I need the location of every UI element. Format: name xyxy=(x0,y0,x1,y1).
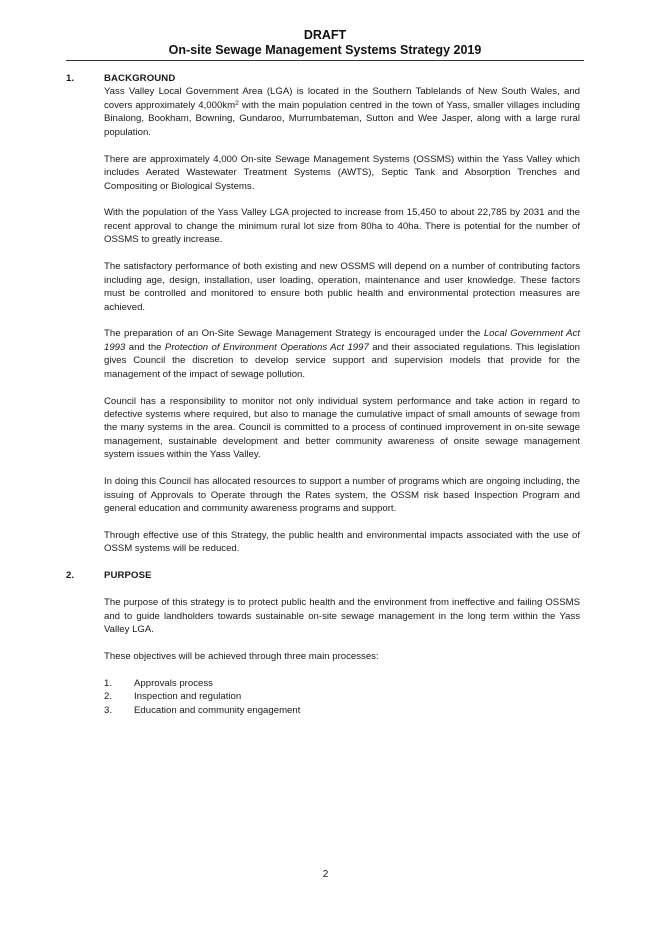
paragraph: The purpose of this strategy is to protect public health and the environment from ineffective and failing OSSMS and to guide landholders towards sustainable on-site sewage management in the long term within the Yass Valley LGA. xyxy=(104,597,580,636)
paragraph: With the population of the Yass Valley LGA projected to increase from 15,450 to about 22,785 by 2031 and the recent approval to change the minimum rural lot size from 80ha to 40ha. There is potential for the number of OSSMS to greatly increase. xyxy=(104,207,580,246)
list-number: 1. xyxy=(104,677,113,689)
list-number: 3. xyxy=(104,704,113,716)
page-number: 2 xyxy=(322,869,329,880)
document-body xyxy=(66,72,580,717)
section-number: 1. xyxy=(66,73,75,84)
paragraph: The satisfactory performance of both existing and new OSSMS will depend on a number of contributing factors including age, design, installation, user loading, operation, maintenance and user knowledge. These factors must be controlled and monitored to ensure both public health and environmental protection measures are achieved. xyxy=(104,261,580,313)
section-title: PURPOSE xyxy=(104,570,152,582)
document-title: On-site Sewage Management Systems Strategy 2019 xyxy=(168,43,482,57)
paragraph: In doing this Council has allocated resources to support a number of programs which are ongoing including, the issuing of Approvals to Operate through the Rates system, the OSSM risk based Inspection Program and general education and community awareness programs and support. xyxy=(104,476,580,515)
section-heading-background xyxy=(66,72,580,85)
paragraph: There are approximately 4,000 On-site Sewage Management Systems (OSSMS) within the Yass Valley which includes Aerated Wastewater Treatment Systems (AWTS), Septic Tank and Absorption Trenches and Compositing or Biological Systems. xyxy=(104,153,580,192)
section-heading-purpose xyxy=(66,569,580,582)
list-text: Inspection and regulation xyxy=(134,691,242,703)
paragraph: Council has a responsibility to monitor not only individual system performance and take action in regard to defective systems where required, but also to manage the cumulative impact of small amounts of sewage from the many systems in the area. Council is committed to a process of continued improvement in on-site sewage management, sustainable development and better community awareness of onsite sewage management system issues within the Yass Valley. xyxy=(104,395,580,461)
section-number: 2. xyxy=(66,570,75,582)
process-list xyxy=(104,677,580,717)
list-item xyxy=(104,704,580,717)
section-title: BACKGROUND xyxy=(104,73,176,84)
page-header xyxy=(66,28,584,58)
list-number: 2. xyxy=(104,691,113,703)
paragraph: Through effective use of this Strategy, the public health and environmental impacts associated with the use of OSSM systems will be reduced. xyxy=(104,529,580,555)
list-item xyxy=(104,677,580,690)
list-text: Education and community engagement xyxy=(134,704,301,716)
list-text: Approvals process xyxy=(134,677,213,689)
header-divider xyxy=(66,60,584,61)
list-item xyxy=(104,690,580,703)
draft-label: DRAFT xyxy=(303,28,347,42)
paragraph: Yass Valley Local Government Area (LGA) is located in the Southern Tablelands of New South Wales, and covers approximately $4,000km^2$ with the main population centred in the town of Yass, smaller villages including Binalong, Bookham, Bowning, Gundaroo, Murrumbateman, Sutton and Wee Jasper, along with a large rural population. xyxy=(104,86,581,138)
paragraph: These objectives will be achieved through three main processes: xyxy=(104,650,379,662)
paragraph: The preparation of an On-Site Sewage Management Strategy is encouraged under the Local Government Act 1993 and the Protection of Environment Operations Act 1997 and their associated regulations. This legislation gives Council the discretion to develop service support and supervision models that provide for the management of the impact of sewage pollution. xyxy=(104,328,581,380)
